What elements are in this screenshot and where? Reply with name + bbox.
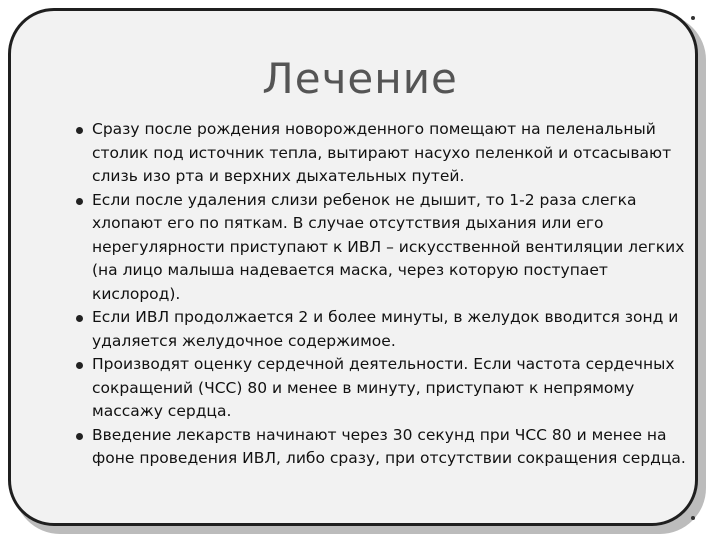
bullet-text: Если ИВЛ продолжается 2 и более минуты, в желудок вводится зонд и удаляется желудочное содержимое.: [92, 308, 679, 350]
bullet-text: Сразу после рождения новорожденного помещают на пеленальный столик под источник тепла, вытирают насухо пеленкой и отсасывают слизь изо рта и верхних дыхательных путей.: [92, 120, 672, 185]
bullet-item: [76, 306, 686, 353]
bullet-item: [76, 189, 686, 307]
bullet-list: [76, 118, 686, 471]
corner-dot-bottom-right: [691, 516, 695, 520]
corner-dot-top-right: [691, 16, 695, 20]
bullet-item: [76, 118, 686, 189]
bullet-dot-icon: [76, 315, 83, 322]
bullet-dot-icon: [76, 433, 83, 440]
bullet-item: [76, 424, 686, 471]
bullet-item: [76, 353, 686, 424]
bullet-dot-icon: [76, 127, 83, 134]
bullet-text: Если после удаления слизи ребенок не дышит, то 1-2 раза слегка хлопают его по пяткам. В случае отсутствия дыхания или его нерегулярности приступают к ИВЛ – искусственной вентиляции легких (на лицо малыша надевается маска, через которую поступает кислород).: [92, 190, 685, 303]
slide-title: Лечение: [262, 54, 458, 103]
bullet-text: Производят оценку сердечной деятельности. Если частота сердечных сокращений (ЧСС) 80 и менее в минуту, приступают к непрямому массажу сердца.: [92, 355, 675, 420]
bullet-dot-icon: [76, 362, 83, 369]
bullet-text: Введение лекарств начинают через 30 секунд при ЧСС 80 и менее на фоне проведения ИВЛ, либо сразу, при отсутствии сокращения сердца.: [92, 425, 686, 467]
bullet-dot-icon: [76, 198, 83, 205]
